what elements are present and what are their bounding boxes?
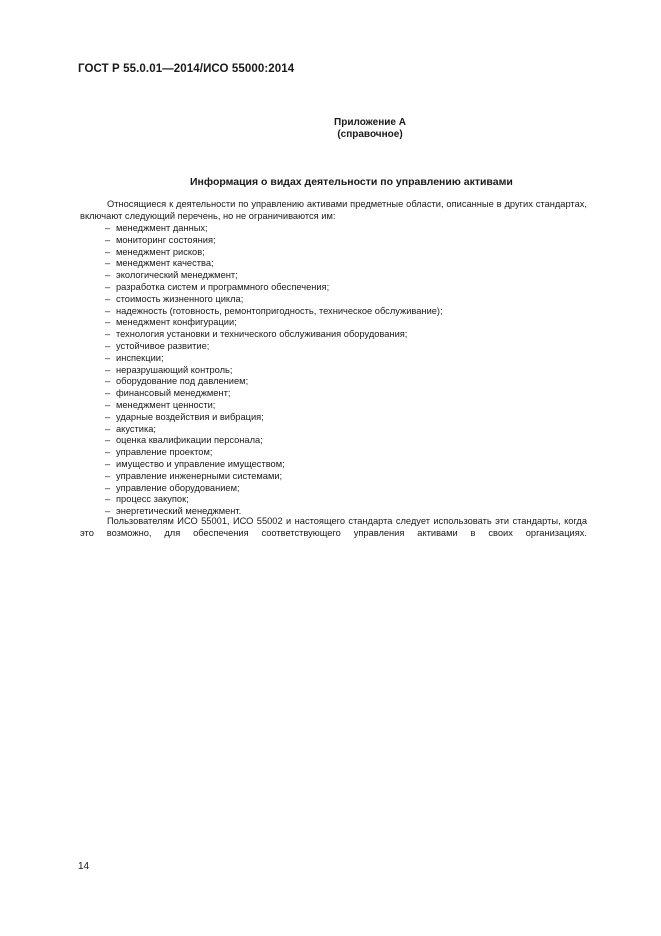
list-item [105, 282, 443, 294]
list-item-text: финансовый менеджмент; [116, 388, 231, 399]
list-item [105, 459, 443, 471]
list-item [105, 447, 443, 459]
list-item-text: инспекции; [116, 352, 164, 363]
list-item-text: управление оборудованием; [116, 482, 240, 493]
list-item [105, 247, 443, 259]
list-marker: – [105, 329, 111, 340]
section-title: Информация о видах деятельности по управлению активами [190, 176, 513, 188]
list-item-text: технология установки и технического обслуживания оборудования; [116, 329, 408, 340]
list-item-text: менеджмент ценности; [116, 399, 216, 410]
list-item [105, 365, 443, 377]
annex-type: (справочное) [337, 129, 403, 140]
list-marker: – [105, 423, 111, 434]
list-item-text: устойчивое развитие; [116, 340, 210, 351]
list-item-text: менеджмент качества; [116, 258, 214, 269]
list-item [105, 223, 443, 235]
annex-title: Приложение А [334, 117, 406, 128]
list-item [105, 353, 443, 365]
list-item [105, 424, 443, 436]
list-item [105, 376, 443, 388]
list-marker: – [105, 482, 111, 493]
list-item-text: управление инженерными системами; [116, 470, 283, 481]
list-item-text: оборудование под давлением; [116, 376, 249, 387]
list-item [105, 412, 443, 424]
list-item-text: управление проектом; [116, 447, 213, 458]
list-marker: – [105, 281, 111, 292]
intro-text: Относящиеся к деятельности по управлению активами предметные области, описанные в других стандартах, включают следующий перечень, но не ограничиваются им: [80, 199, 587, 221]
list-item-text: стоимость жизненного цикла; [116, 293, 244, 304]
list-item-text: менеджмент рисков; [116, 246, 205, 257]
intro-paragraph [80, 199, 587, 223]
page-number: 14 [78, 861, 90, 872]
list-item [105, 258, 443, 270]
closing-paragraph [80, 516, 587, 540]
list-marker: – [105, 364, 111, 375]
list-item [105, 435, 443, 447]
document-header: ГОСТ Р 55.0.01—2014/ИСО 55000:2014 [78, 63, 295, 75]
list-marker: – [105, 411, 111, 422]
list-item-text: разработка систем и программного обеспечения; [116, 281, 330, 292]
list-marker: – [105, 470, 111, 481]
list-item-text: ударные воздействия и вибрация; [116, 411, 264, 422]
list-item-text: энергетический менеджмент. [116, 506, 242, 517]
list-item [105, 294, 443, 306]
list-item-text: надежность (готовность, ремонтопригодность, техническое обслуживание); [116, 305, 443, 316]
list-marker: – [105, 305, 111, 316]
list-marker: – [105, 506, 111, 517]
list-marker: – [105, 223, 111, 233]
list-marker: – [105, 340, 111, 351]
list-item-text: неразрушающий контроль; [116, 364, 233, 375]
list-marker: – [105, 293, 111, 304]
list-marker: – [105, 352, 111, 363]
list-marker: – [105, 376, 111, 387]
closing-text: Пользователям ИСО 55001, ИСО 55002 и настоящего стандарта следует использовать эти стандарты, когда это возможно, для обеспечения соответствующего управления активами в своих организациях. [80, 516, 587, 538]
list-marker: – [105, 234, 111, 245]
list-item [105, 388, 443, 400]
list-item [105, 471, 443, 483]
list-item [105, 400, 443, 412]
list-item-text: процесс закупок; [116, 494, 189, 505]
list-item [105, 306, 443, 318]
list-item-text: менеджмент конфигурации; [116, 317, 237, 328]
list-marker: – [105, 435, 111, 446]
list-item [105, 317, 443, 329]
list-item [105, 494, 443, 506]
list-item [105, 235, 443, 247]
list-marker: – [105, 317, 111, 328]
list-item [105, 329, 443, 341]
list-item-text: имущество и управление имуществом; [116, 458, 285, 469]
list-marker: – [105, 458, 111, 469]
list-marker: – [105, 494, 111, 505]
list-marker: – [105, 246, 111, 257]
list-marker: – [105, 388, 111, 399]
list-marker: – [105, 447, 111, 458]
list-item-text: экологический менеджмент; [116, 270, 238, 281]
list-item [105, 270, 443, 282]
list-item-text: оценка квалификации персонала; [116, 435, 263, 446]
activity-list [105, 223, 443, 518]
list-marker: – [105, 270, 111, 281]
list-marker: – [105, 399, 111, 410]
list-item-text: акустика; [116, 423, 157, 434]
list-item-text: менеджмент данных; [116, 223, 208, 233]
list-marker: – [105, 258, 111, 269]
list-item [105, 483, 443, 495]
list-item-text: мониторинг состояния; [116, 234, 216, 245]
list-item [105, 341, 443, 353]
